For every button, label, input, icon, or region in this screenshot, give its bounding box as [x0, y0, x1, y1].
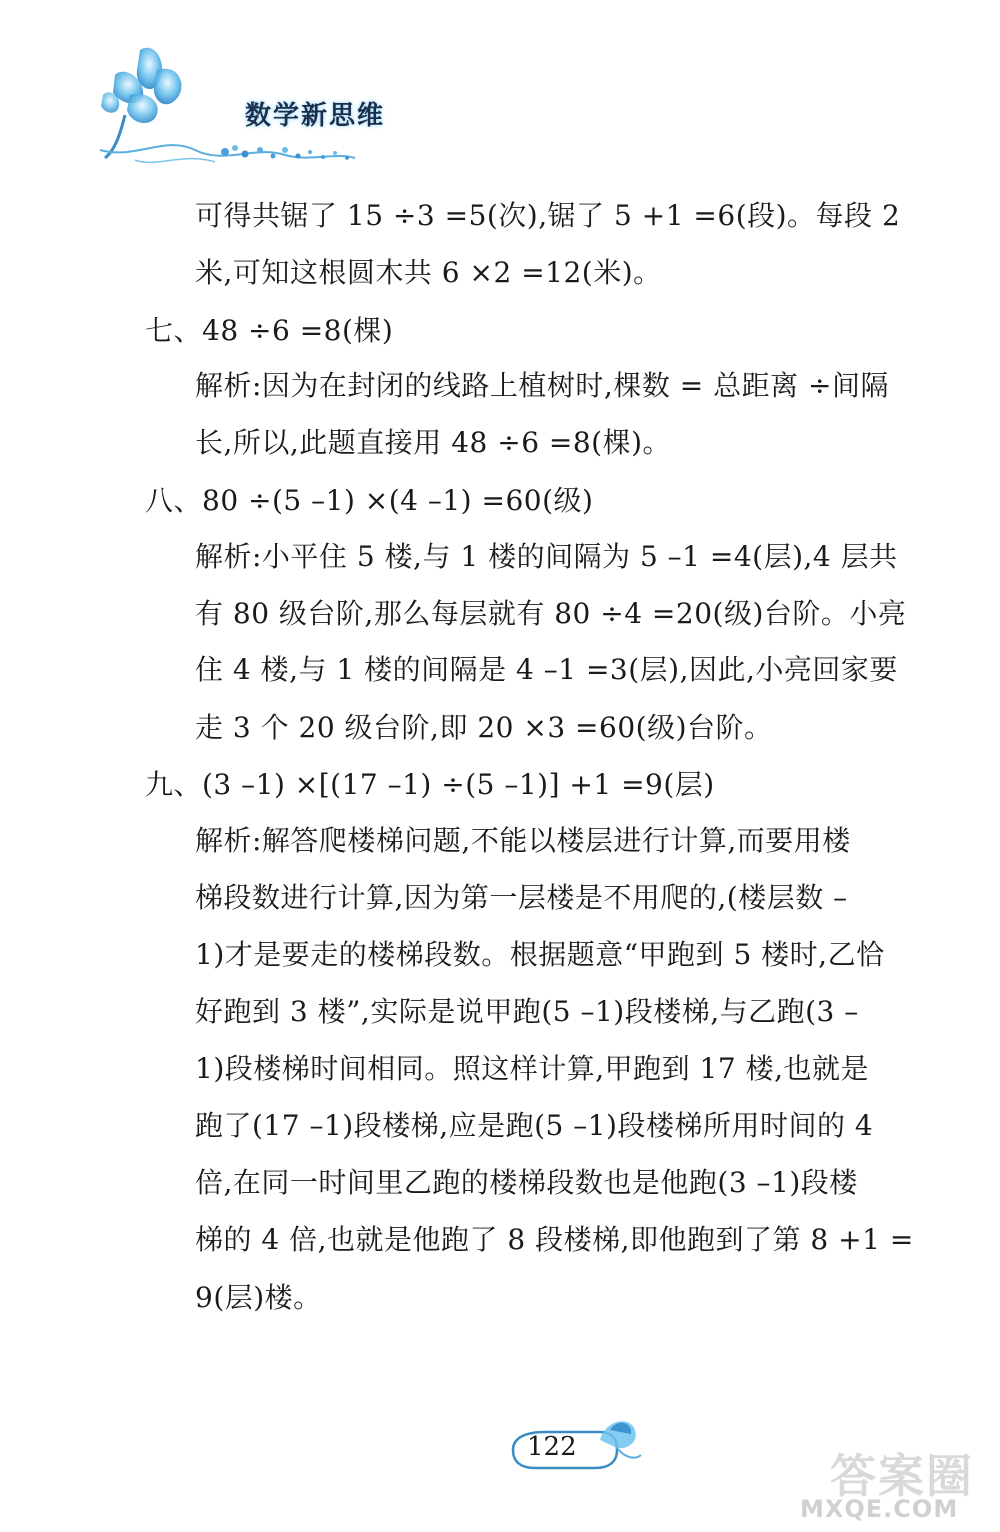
- text-line: 解析:因为在封闭的线路上植树时,棵数 = 总距离 ÷间隔: [195, 369, 889, 402]
- text-line: 跑了(17 –1)段楼梯,应是跑(5 –1)段楼梯所用时间的 4: [195, 1109, 874, 1142]
- text-line: 解析:小平住 5 楼,与 1 楼的间隔为 5 –1 =4(层),4 层共: [195, 540, 898, 573]
- text-line: 解析:解答爬楼梯问题,不能以楼层进行计算,而要用楼: [195, 824, 851, 857]
- text-line: 梯段数进行计算,因为第一层楼是不用爬的,(楼层数 –: [195, 881, 848, 914]
- text-line: 可得共锯了 15 ÷3 =5(次),锯了 5 +1 =6(段)。每段 2: [195, 199, 901, 232]
- watermark: [800, 1440, 990, 1525]
- watermark-logo-text: 答案圈: [830, 1449, 974, 1503]
- text-line: 米,可知这根圆木共 6 ×2 =12(米)。: [195, 256, 662, 289]
- text-line: 有 80 级台阶,那么每层就有 80 ÷4 =20(级)台阶。小亮: [195, 597, 907, 630]
- header-decoration: [95, 40, 425, 175]
- question-heading: 七、48 ÷6 =8(棵): [145, 314, 394, 347]
- question-heading: 九、(3 –1) ×[(17 –1) ÷(5 –1)] +1 =9(层): [145, 768, 715, 801]
- text-line: 好跑到 3 楼”,实际是说甲跑(5 –1)段楼梯,与乙跑(3 –: [195, 995, 859, 1028]
- text-line: 走 3 个 20 级台阶,即 20 ×3 =60(级)台阶。: [195, 711, 773, 744]
- question-heading: 八、80 ÷(5 –1) ×(4 –1) =60(级): [145, 484, 594, 517]
- watermark-url: MXQE.COM: [800, 1495, 959, 1523]
- text-line: 梯的 4 倍,也就是他跑了 8 段楼梯,即他跑到了第 8 +1 =: [195, 1223, 914, 1256]
- text-line: 1)才是要走的楼梯段数。根据题意“甲跑到 5 楼时,乙恰: [195, 938, 885, 971]
- text-line: 1)段楼梯时间相同。照这样计算,甲跑到 17 楼,也就是: [195, 1052, 869, 1085]
- page-number-badge: [505, 1410, 645, 1480]
- text-line: 倍,在同一时间里乙跑的楼梯段数也是他跑(3 –1)段楼: [195, 1166, 858, 1199]
- page-number: 122: [527, 1432, 577, 1462]
- text-line: 住 4 楼,与 1 楼的间隔是 4 –1 =3(层),因此,小亮回家要: [195, 653, 898, 686]
- text-line: 9(层)楼。: [195, 1281, 322, 1314]
- header-title: 数学新思维: [245, 101, 386, 131]
- text-line: 长,所以,此题直接用 48 ÷6 =8(棵)。: [195, 426, 672, 459]
